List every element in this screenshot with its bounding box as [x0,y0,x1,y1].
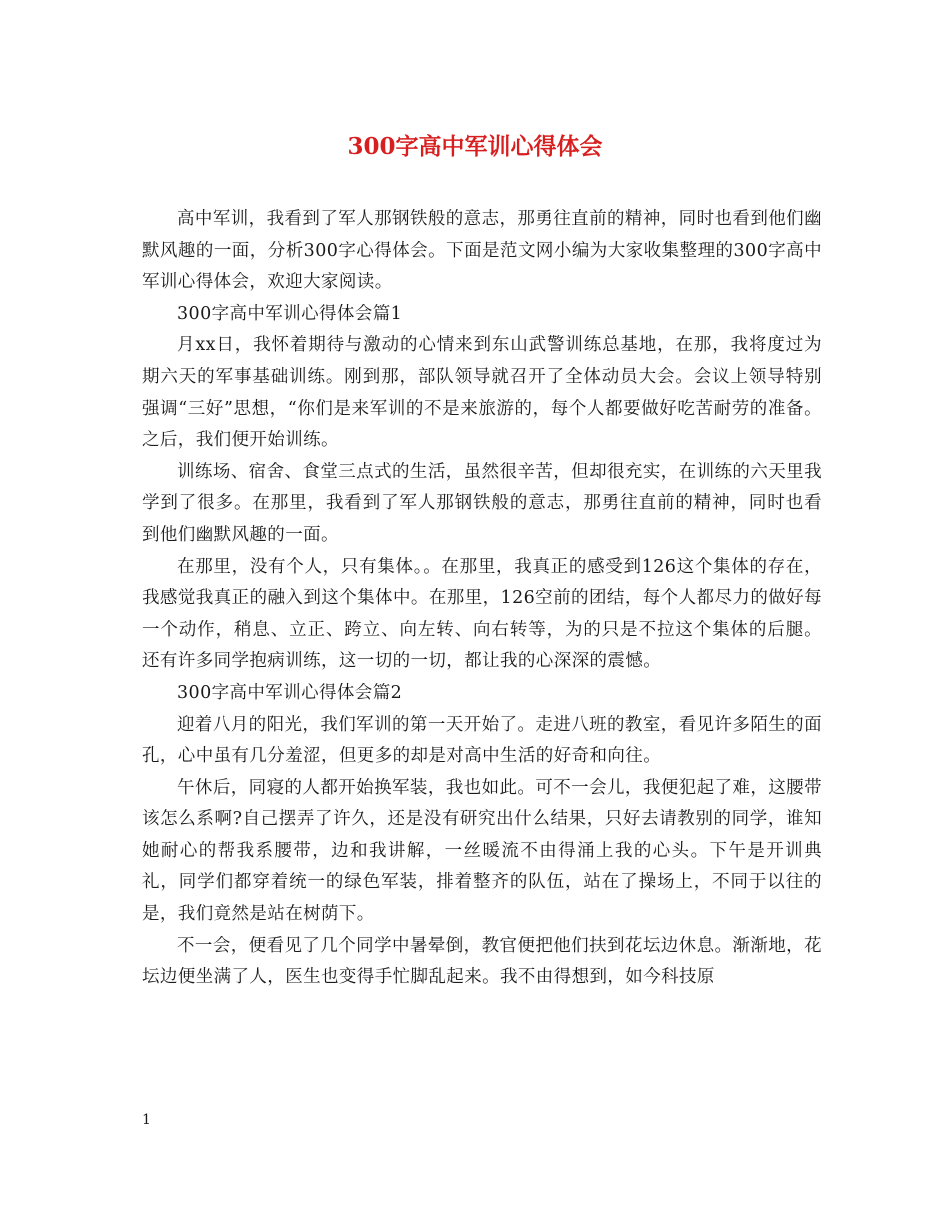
page-number: 1 [142,1112,151,1128]
section-heading-2: 300字高中军训心得体会篇2 [177,682,403,703]
document-body [142,204,822,994]
document-title: 300字高中军训心得体会 [347,133,603,160]
paragraph: 训练场、宿舍、食堂三点式的生活，虽然很辛苦，但却很充实，在训练的六天里我学到了很多。在那里，我看到了军人那钢铁般的意志，那勇往直前的精神，同时也看到他们幽默风趣的一面。 [142,461,822,545]
section-heading-1: 300字高中军训心得体会篇1 [177,303,403,324]
paragraph: 在那里，没有个人，只有集体。。在那里，我真正的感受到126这个集体的存在，我感觉我真正的融入到这个集体中。在那里，126空前的团结，每个人都尽力的做好每一个动作，稍息、立正、跨立、向左转、向右转等，为的只是不拉这个集体的后腿。还有许多同学抱病训练，这一切的一切，都让我的心深深的震憾。 [142,556,822,672]
paragraph: 月xx日，我怀着期待与激动的心情来到东山武警训练总基地，在那，我将度过为期六天的军事基础训练。刚到那，部队领导就召开了全体动员大会。会议上领导特别强调“三好”思想，“你们是来军训的不是来旅游的，每个人都要做好吃苦耐劳的准备。之后，我们便开始训练。 [142,335,822,451]
paragraph: 午休后，同寝的人都开始换军装，我也如此。可不一会儿，我便犯起了难，这腰带该怎么系啊?自己摆弄了许久，还是没有研究出什么结果，只好去请教别的同学，谁知她耐心的帮我系腰带，边和我讲解，一丝暖流不由得涌上我的心头。下午是开训典礼，同学们都穿着统一的绿色军装，排着整齐的队伍，站在了操场上，不同于以往的是，我们竟然是站在树荫下。 [142,777,822,925]
paragraph-intro: 高中军训，我看到了军人那钢铁般的意志，那勇往直前的精神，同时也看到他们幽默风趣的一面，分析300字心得体会。下面是范文网小编为大家收集整理的300字高中军训心得体会，欢迎大家阅读。 [142,209,822,293]
paragraph: 不一会，便看见了几个同学中暑晕倒，教官便把他们扶到花坛边休息。渐渐地，花坛边便坐满了人，医生也变得手忙脚乱起来。我不由得想到，如今科技原 [142,935,822,988]
paragraph: 迎着八月的阳光，我们军训的第一天开始了。走进八班的教室，看见许多陌生的面孔，心中虽有几分羞涩，但更多的却是对高中生活的好奇和向往。 [142,714,822,767]
